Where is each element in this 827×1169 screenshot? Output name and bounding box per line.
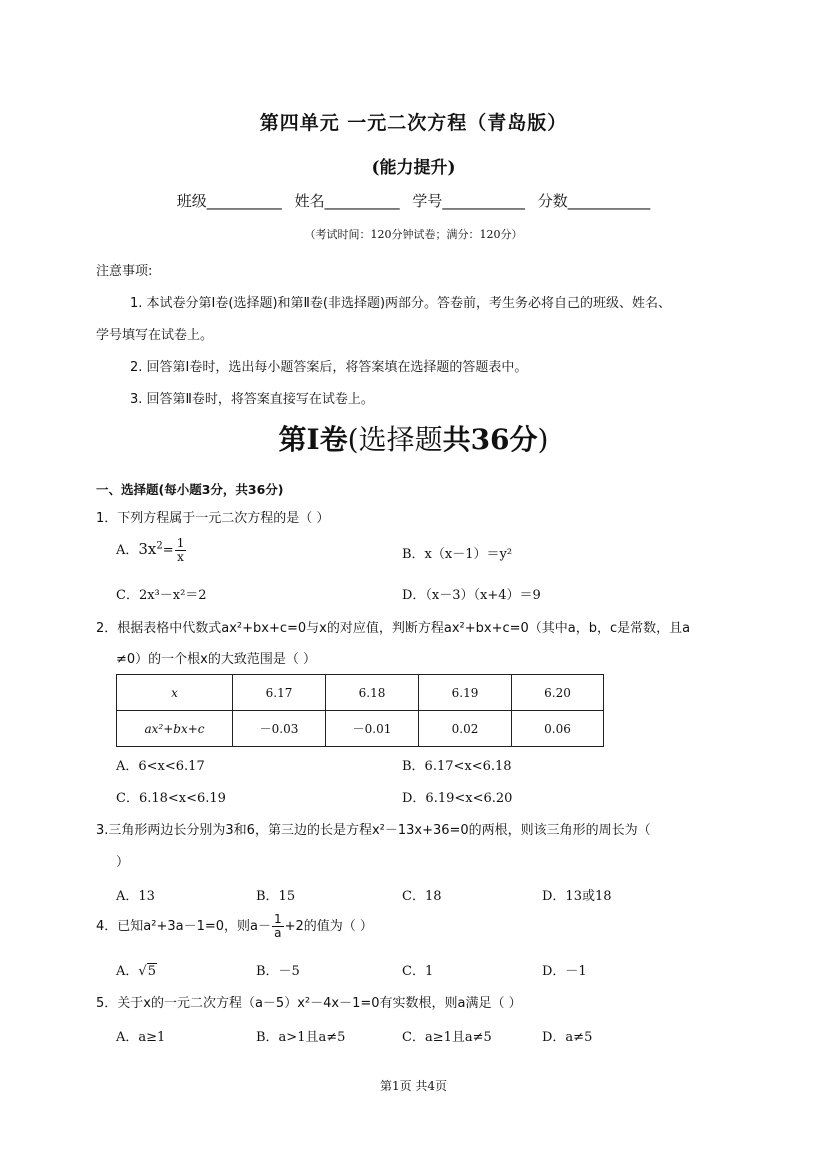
question-3-option-a: A．13 — [116, 889, 155, 904]
note-item-3: 3. 回答第Ⅱ卷时，将答案直接写在试卷上。 — [130, 392, 374, 407]
table-cell: 0.02 — [419, 711, 512, 747]
question-5-stem: 5．关于x的一元二次方程（a－5）x²－4x－1=0有实数根，则a满足（ ） — [96, 996, 522, 1011]
table-cell: 6.19 — [419, 675, 512, 711]
question-1-option-a — [116, 537, 187, 564]
table-cell: 6.18 — [326, 675, 419, 711]
question-3-option-c: C．18 — [402, 889, 442, 904]
table-cell: x — [117, 675, 233, 711]
student-id-field: 学号___________ — [412, 192, 525, 210]
option-a-exponent: 2 — [156, 540, 163, 552]
page-title: 第四单元 一元二次方程（青岛版） — [259, 112, 568, 134]
table-row — [117, 675, 604, 711]
question-2-option-c: C．6.18<x<6.19 — [116, 791, 226, 806]
note-item-1-cont: 学号填写在试卷上。 — [96, 328, 214, 343]
score-field: 分数___________ — [537, 192, 651, 210]
option-a-lhs: 3x — [138, 540, 157, 558]
question-4-stem — [96, 913, 373, 940]
question-4-option-d: D．－1 — [542, 964, 587, 979]
question-5-option-a: A．a≥1 — [116, 1030, 166, 1045]
table-cell: ax²+bx+c — [117, 711, 233, 747]
student-info-fields — [0, 190, 827, 211]
fraction-denominator: a — [274, 926, 282, 940]
question-2-stem-cont: ≠0）的一个根x的大致范围是（ ） — [116, 652, 316, 667]
question-2-stem: 2．根据表格中代数式ax²+bx+c=0与x的对应值，判断方程ax²+bx+c=0（其中a，b，c是常数，且a — [96, 621, 691, 636]
name-field: 姓名__________ — [294, 192, 400, 210]
question-4-option-c: C．1 — [402, 964, 434, 979]
option-a-fraction — [175, 537, 187, 564]
question-5-option-b: B．a>1且a≠5 — [256, 1030, 346, 1045]
fraction-numerator: 1 — [273, 912, 282, 926]
question-1-option-c: C．2x³－x²＝2 — [116, 588, 207, 603]
question-2-option-d: D．6.19<x<6.20 — [402, 791, 513, 806]
table-cell: －0.01 — [326, 711, 419, 747]
fraction-numerator: 1 — [176, 536, 185, 550]
sqrt-symbol: √5 — [138, 964, 156, 979]
exam-info: （考试时间：120分钟试卷；满分：120分） — [304, 228, 523, 241]
option-a-label: A． — [116, 543, 139, 558]
option-a-eq: = — [162, 543, 174, 558]
question-1-option-b: B．x（x－1）＝y² — [402, 547, 513, 562]
page-number: 第1页 共4页 — [379, 1079, 448, 1093]
question-2-option-a: A．6<x<6.17 — [116, 759, 205, 774]
table-row — [117, 711, 604, 747]
question-4-stem-end: +2的值为（ ） — [284, 919, 373, 934]
question-2-option-b: B．6.17<x<6.18 — [402, 759, 512, 774]
fraction-denominator: x — [177, 550, 184, 564]
question-1-stem: 1．下列方程属于一元二次方程的是（ ） — [96, 511, 330, 526]
question-3-option-b: B．15 — [256, 889, 296, 904]
choice-section-heading: 一、选择题(每小题3分，共36分) — [96, 482, 284, 497]
question-4-fraction — [272, 913, 284, 940]
question-3-stem: 3.三角形两边长分别为3和6，第三边的长是方程x²－13x+36=0的两根，则该三角形的周长为（ — [96, 823, 651, 838]
table-cell: 6.20 — [512, 675, 604, 711]
question-5-option-d: D．a≠5 — [542, 1030, 593, 1045]
sqrt-radicand: 5 — [147, 964, 156, 979]
question-4-option-a — [116, 960, 157, 979]
question-1-option-d: D．（x－3）（x+4）＝9 — [402, 588, 541, 603]
note-item-2: 2. 回答第Ⅰ卷时，选出每小题答案后，将答案填在选择题的答题表中。 — [130, 360, 528, 375]
table-cell: 0.06 — [512, 711, 604, 747]
question-4-stem-start: 4．已知a²+3a－1=0，则a－ — [96, 919, 271, 934]
table-cell: －0.03 — [233, 711, 326, 747]
question-3-option-d: D．13或18 — [542, 889, 612, 904]
question-5-option-c: C．a≥1且a≠5 — [402, 1030, 492, 1045]
section-points: 共36分 — [442, 423, 538, 456]
section-title — [0, 418, 827, 458]
class-field: 班级__________ — [176, 192, 282, 210]
note-item-1: 1. 本试卷分第Ⅰ卷(选择题)和第Ⅱ卷(非选择题)两部分。答卷前，考生务必将自己的班级、姓名、 — [130, 296, 672, 311]
section-paren-open: ( — [347, 423, 359, 456]
option-a-label: A． — [116, 964, 139, 979]
question-4-option-b: B．－5 — [256, 964, 300, 979]
page-subtitle: (能力提升) — [371, 158, 456, 178]
question-3-stem-cont: ） — [116, 855, 130, 870]
table-cell: 6.17 — [233, 675, 326, 711]
section-part-label: 第Ⅰ卷 — [278, 423, 348, 456]
notes-heading: 注意事项: — [96, 264, 153, 279]
value-table — [116, 674, 604, 747]
section-type: 选择题 — [358, 423, 443, 456]
section-paren-close: ) — [537, 423, 549, 456]
